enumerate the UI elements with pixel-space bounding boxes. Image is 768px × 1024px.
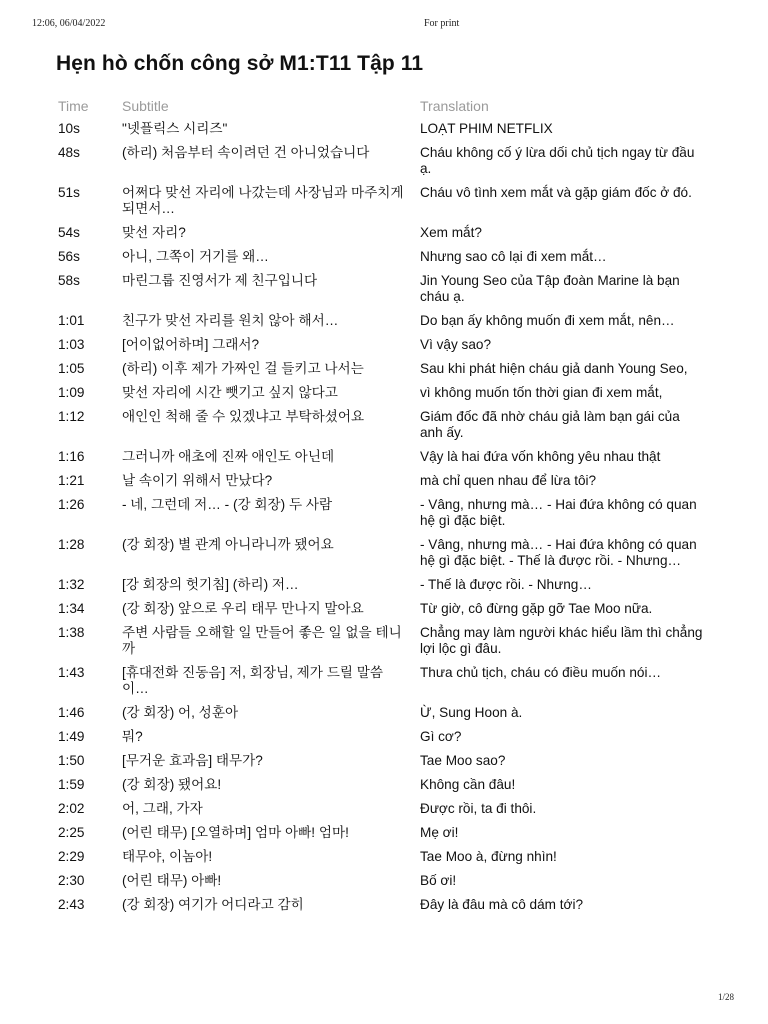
subtitle-cell: 친구가 맞선 자리를 원치 않아 해서…	[122, 313, 339, 328]
subtitle-cell: 애인인 척해 줄 수 있겠냐고 부탁하셨어요	[122, 409, 365, 424]
translation-cell: Cháu vô tình xem mắt và gặp giám đốc ở đó.	[420, 185, 692, 200]
translation-cell: Do bạn ấy không muốn đi xem mắt, nên…	[420, 313, 675, 328]
table-row	[56, 118, 716, 142]
time-cell: 1:46	[58, 705, 85, 720]
subtitle-cell: [휴대전화 진동음] 저, 회장님, 제가 드릴 말씀이…	[122, 665, 384, 696]
time-cell: 1:21	[58, 473, 85, 488]
translation-cell: Mẹ ơi!	[420, 825, 459, 840]
table-row	[56, 598, 716, 622]
table-row	[56, 622, 716, 662]
translation-cell: Vì vậy sao?	[420, 337, 492, 352]
subtitle-cell: (강 회장) 앞으로 우리 태무 만나지 말아요	[122, 601, 364, 616]
translation-cell: Sau khi phát hiện cháu giả danh Young Seo,	[420, 361, 688, 376]
table-row	[56, 726, 716, 750]
subtitle-cell: - 네, 그런데 저… - (강 회장) 두 사람	[122, 497, 333, 512]
table-row	[56, 870, 716, 894]
print-timestamp: 12:06, 06/04/2022	[32, 18, 106, 29]
table-row	[56, 358, 716, 382]
time-cell: 1:50	[58, 753, 85, 768]
subtitle-cell: "넷플릭스 시리즈"	[122, 121, 228, 136]
translation-cell: Ừ, Sung Hoon à.	[420, 705, 523, 720]
subtitle-cell: (강 회장) 됐어요!	[122, 777, 222, 792]
table-body	[56, 118, 716, 918]
translation-cell: mà chỉ quen nhau để lừa tôi?	[420, 473, 597, 488]
time-cell: 1:05	[58, 361, 85, 376]
subtitle-cell: 어쩌다 맞선 자리에 나갔는데 사장님과 마주치게 되면서…	[122, 185, 404, 216]
table-row	[56, 310, 716, 334]
subtitle-cell: 그러니까 애초에 진짜 애인도 아닌데	[122, 449, 335, 464]
time-cell: 1:12	[58, 409, 85, 424]
time-cell: 1:43	[58, 665, 85, 680]
translation-cell: Vậy là hai đứa vốn không yêu nhau thật	[420, 449, 661, 464]
translation-cell: Từ giờ, cô đừng gặp gỡ Tae Moo nữa.	[420, 601, 653, 616]
translation-cell: Jin Young Seo của Tập đoàn Marine là bạn cháu ạ.	[420, 273, 680, 304]
subtitle-cell: 뭐?	[122, 729, 143, 744]
time-cell: 2:29	[58, 849, 85, 864]
subtitle-cell: [강 회장의 헛기침] (하리) 저…	[122, 577, 299, 592]
time-cell: 2:43	[58, 897, 85, 912]
table-row	[56, 494, 716, 534]
time-cell: 1:49	[58, 729, 85, 744]
subtitle-cell: (강 회장) 별 관계 아니라니까 됐어요	[122, 537, 334, 552]
page-number: 1/28	[717, 992, 734, 1002]
translation-cell: - Vâng, nhưng mà… - Hai đứa không có quan hệ gì đặc biệt.	[420, 497, 697, 528]
time-cell: 2:30	[58, 873, 85, 888]
page-title: Hẹn hò chốn công sở M1:T11 Tập 11	[56, 52, 424, 75]
translation-cell: Cháu không cố ý lừa dối chủ tịch ngay từ đầu ạ.	[420, 145, 695, 176]
time-cell: 48s	[58, 145, 80, 160]
time-cell: 1:34	[58, 601, 85, 616]
subtitle-cell: 태무야, 이놈아!	[122, 849, 213, 864]
table-row	[56, 662, 716, 702]
table-row	[56, 822, 716, 846]
translation-cell: Thưa chủ tịch, cháu có điều muốn nói…	[420, 665, 662, 680]
subtitle-cell: 아니, 그쪽이 거기를 왜…	[122, 249, 269, 264]
time-cell: 10s	[58, 121, 80, 136]
translation-cell: Xem mắt?	[420, 225, 482, 240]
subtitle-table	[56, 96, 716, 918]
time-cell: 1:59	[58, 777, 85, 792]
table-row	[56, 534, 716, 574]
time-cell: 1:03	[58, 337, 85, 352]
translation-cell: Bố ơi!	[420, 873, 457, 888]
translation-cell: Tae Moo à, đừng nhìn!	[420, 849, 557, 864]
translation-cell: vì không muốn tốn thời gian đi xem mắt,	[420, 385, 663, 400]
table-row	[56, 470, 716, 494]
subtitle-cell: 주변 사람들 오해할 일 만들어 좋은 일 없을 테니까	[122, 625, 402, 656]
subtitle-cell: 날 속이기 위해서 만났다?	[122, 473, 273, 488]
column-header-subtitle: Subtitle	[122, 98, 169, 114]
subtitle-cell: (강 회장) 여기가 어디라고 감히	[122, 897, 304, 912]
table-row	[56, 182, 716, 222]
translation-cell: Giám đốc đã nhờ cháu giả làm bạn gái của anh ấy.	[420, 409, 680, 440]
table-row	[56, 574, 716, 598]
table-row	[56, 774, 716, 798]
translation-cell: Chẳng may làm người khác hiểu lầm thì chẳng lợi lộc gì đâu.	[420, 625, 703, 656]
time-cell: 1:28	[58, 537, 85, 552]
translation-cell: Đây là đâu mà cô dám tới?	[420, 897, 584, 912]
subtitle-cell: (어린 태무) 아빠!	[122, 873, 222, 888]
translation-cell: Nhưng sao cô lại đi xem mắt…	[420, 249, 607, 264]
table-row	[56, 334, 716, 358]
subtitle-cell: 어, 그래, 가자	[122, 801, 203, 816]
translation-cell: Tae Moo sao?	[420, 753, 506, 768]
subtitle-cell: 맞선 자리에 시간 뺏기고 싶지 않다고	[122, 385, 338, 400]
time-cell: 1:32	[58, 577, 85, 592]
table-header-row	[56, 96, 716, 118]
translation-cell: Được rồi, ta đi thôi.	[420, 801, 537, 816]
table-row	[56, 246, 716, 270]
time-cell: 1:01	[58, 313, 85, 328]
translation-cell: - Thế là được rồi. - Nhưng…	[420, 577, 592, 592]
table-row	[56, 446, 716, 470]
table-row	[56, 798, 716, 822]
table-row	[56, 142, 716, 182]
subtitle-cell: 맞선 자리?	[122, 225, 186, 240]
subtitle-cell: (강 회장) 어, 성훈아	[122, 705, 239, 720]
table-row	[56, 846, 716, 870]
time-cell: 1:16	[58, 449, 85, 464]
time-cell: 2:02	[58, 801, 85, 816]
table-row	[56, 382, 716, 406]
time-cell: 2:25	[58, 825, 85, 840]
time-cell: 1:38	[58, 625, 85, 640]
translation-cell: LOẠT PHIM NETFLIX	[420, 121, 553, 136]
translation-cell: Gì cơ?	[420, 729, 462, 744]
table-row	[56, 222, 716, 246]
subtitle-cell: (하리) 이후 제가 가짜인 걸 들키고 나서는	[122, 361, 364, 376]
subtitle-cell: (하리) 처음부터 속이려던 건 아니었습니다	[122, 145, 370, 160]
subtitle-cell: 마린그룹 진영서가 제 친구입니다	[122, 273, 318, 288]
table-row	[56, 750, 716, 774]
time-cell: 58s	[58, 273, 80, 288]
column-header-translation: Translation	[420, 98, 489, 114]
time-cell: 56s	[58, 249, 80, 264]
time-cell: 1:26	[58, 497, 85, 512]
translation-cell: Không cần đâu!	[420, 777, 516, 792]
time-cell: 1:09	[58, 385, 85, 400]
time-cell: 51s	[58, 185, 80, 200]
time-cell: 54s	[58, 225, 80, 240]
table-row	[56, 894, 716, 918]
table-row	[56, 270, 716, 310]
print-label: For print	[424, 18, 460, 29]
table-row	[56, 406, 716, 446]
subtitle-cell: [어이없어하며] 그래서?	[122, 337, 260, 352]
table-row	[56, 702, 716, 726]
translation-cell: - Vâng, nhưng mà… - Hai đứa không có quan hệ gì đặc biệt. - Thế là được rồi. - Nhưng…	[420, 537, 697, 568]
subtitle-cell: [무거운 효과음] 태무가?	[122, 753, 263, 768]
column-header-time: Time	[58, 98, 89, 114]
subtitle-cell: (어린 태무) [오열하며] 엄마 아빠! 엄마!	[122, 825, 349, 840]
